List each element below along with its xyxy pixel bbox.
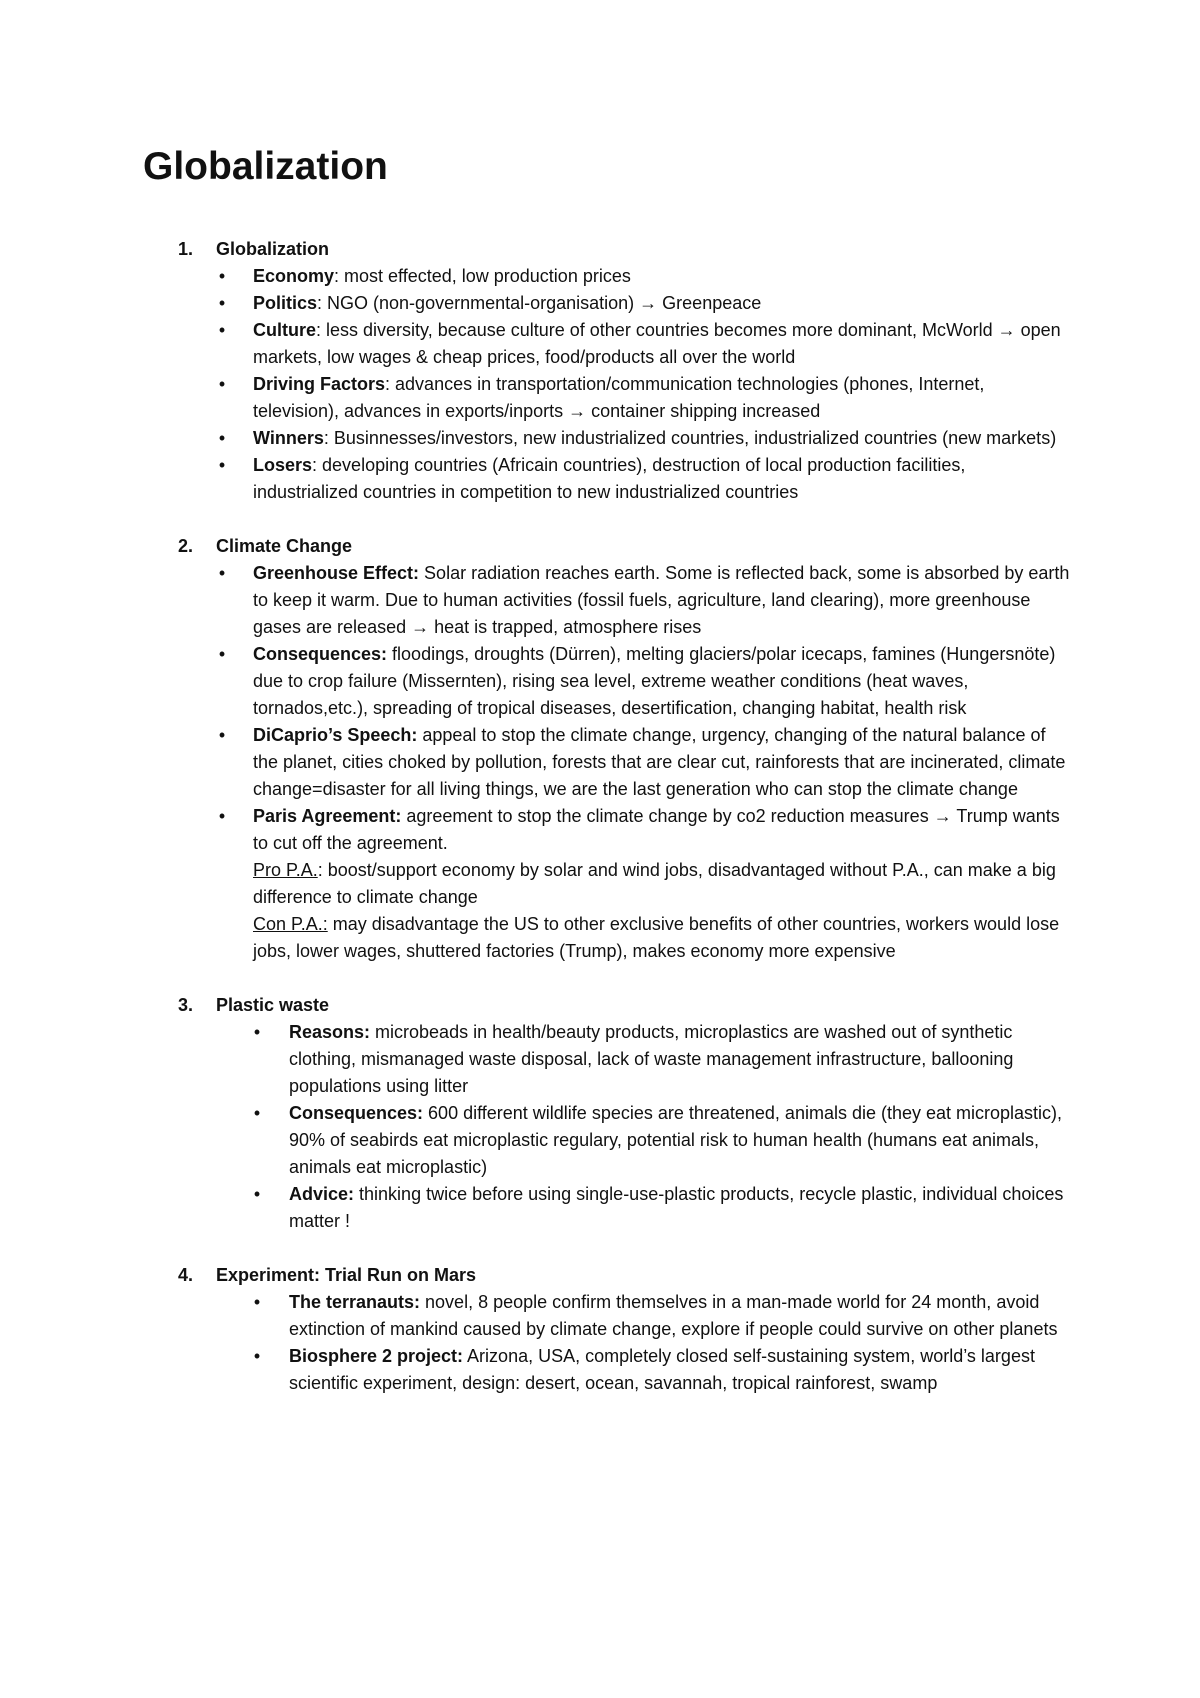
section-globalization	[0, 236, 1200, 506]
list-item	[0, 317, 1200, 371]
bullet-icon: •	[218, 374, 226, 394]
section-plastic-waste	[0, 992, 1200, 1235]
pro-argument	[253, 857, 1070, 911]
bullet-icon: •	[253, 1292, 261, 1312]
item-text: Arizona, USA, completely closed self-sustaining system, world’s largest scientific experiment, design: desert, ocean, savannah, tropical rainforest, swamp	[289, 1346, 1035, 1393]
bullet-icon: •	[253, 1103, 261, 1123]
item-label: Losers	[253, 455, 313, 475]
item-label: DiCaprio’s Speech:	[253, 725, 418, 745]
list-item	[0, 1181, 1200, 1235]
section-climate-change	[0, 533, 1200, 965]
bullet-icon: •	[218, 725, 226, 745]
item-label: Driving Factors	[253, 374, 386, 394]
list-item	[0, 1343, 1200, 1397]
item-text: 600 different wildlife species are threatened, animals die (they eat microplastic), 90% of seabirds eat microplastic regulary, potential risk to human health (humans eat animals, animals eat microplastic)	[289, 1103, 1063, 1177]
item-label: The terranauts:	[289, 1292, 421, 1312]
list-item	[0, 371, 1200, 425]
con-label: Con P.A.:	[253, 914, 328, 934]
item-text: : developing countries (Africain countries), destruction of local production facilities, industrialized countries in competition to new industrialized countries	[253, 455, 966, 502]
section-experiment-mars	[0, 1262, 1200, 1397]
bullet-icon: •	[253, 1022, 261, 1042]
section-number: 2.	[178, 536, 194, 556]
section-heading-text: Plastic waste	[216, 995, 330, 1015]
item-label: Winners	[253, 428, 324, 448]
item-text: appeal to stop the climate change, urgency, changing of the natural balance of the planet, cities choked by pollution, forests that are clear cut, rainforests that are incinerated, climate change=disaster for all living things, we are the last generation who can stop the climate change	[253, 725, 1066, 799]
section-heading	[0, 533, 1200, 560]
item-text: : advances in transportation/communication technologies (phones, Internet, television), advances in exports/inports → container shipping increased	[253, 374, 985, 421]
bullet-icon: •	[218, 428, 226, 448]
con-text: may disadvantage the US to other exclusive benefits of other countries, workers would lose jobs, lower wages, shuttered factories (Trump), makes economy more expensive	[253, 914, 1060, 961]
item-label: Politics	[253, 293, 318, 313]
pro-label: Pro P.A.	[253, 860, 318, 880]
bullet-list	[0, 1289, 1200, 1397]
list-item	[0, 425, 1200, 452]
list-item	[0, 1289, 1200, 1343]
bullet-icon: •	[218, 806, 226, 826]
page-title: Globalization	[143, 145, 388, 188]
item-text: Solar radiation reaches earth. Some is reflected back, some is absorbed by earth to keep it warm. Due to human activities (fossil fuels, agriculture, land clearing), more greenhouse gases are released → heat is trapped, atmosphere rises	[253, 563, 1070, 637]
bullet-icon: •	[218, 644, 226, 664]
item-label: Culture	[253, 320, 316, 340]
item-text: agreement to stop the climate change by co2 reduction measures → Trump wants to cut off the agreement.	[253, 806, 1060, 853]
list-item	[0, 290, 1200, 317]
section-number: 4.	[178, 1265, 194, 1285]
bullet-icon: •	[218, 293, 226, 313]
list-item	[0, 803, 1200, 965]
list-item	[0, 641, 1200, 722]
sections-container	[0, 236, 1200, 1424]
item-label: Consequences:	[253, 644, 388, 664]
item-label: Greenhouse Effect:	[253, 563, 420, 583]
list-item	[0, 263, 1200, 290]
item-text: novel, 8 people confirm themselves in a man-made world for 24 month, avoid extinction of mankind caused by climate change, explore if people could survive on other planets	[289, 1292, 1058, 1339]
con-argument	[253, 911, 1070, 965]
bullet-icon: •	[218, 455, 226, 475]
section-heading-text: Experiment: Trial Run on Mars	[216, 1265, 477, 1285]
bullet-icon: •	[218, 320, 226, 340]
item-text: : most effected, low production prices	[334, 266, 631, 286]
item-label: Biosphere 2 project:	[289, 1346, 464, 1366]
pro-text: : boost/support economy by solar and wind jobs, disadvantaged without P.A., can make a big difference to climate change	[253, 860, 1056, 907]
item-label: Economy	[253, 266, 335, 286]
section-heading	[0, 1262, 1200, 1289]
bullet-list	[0, 1019, 1200, 1235]
bullet-icon: •	[218, 563, 226, 583]
item-text: : less diversity, because culture of other countries becomes more dominant, McWorld → open markets, low wages & cheap prices, food/products all over the world	[253, 320, 1061, 367]
list-item	[0, 560, 1200, 641]
item-label: Advice:	[289, 1184, 355, 1204]
list-item	[0, 722, 1200, 803]
list-item	[0, 1100, 1200, 1181]
bullet-icon: •	[218, 266, 226, 286]
section-heading-text: Globalization	[216, 239, 330, 259]
item-label: Paris Agreement:	[253, 806, 402, 826]
item-text: microbeads in health/beauty products, microplastics are washed out of synthetic clothing, mismanaged waste disposal, lack of waste management infrastructure, ballooning populations using litter	[289, 1022, 1014, 1096]
item-text: thinking twice before using single-use-plastic products, recycle plastic, individual choices matter !	[289, 1184, 1064, 1231]
section-heading	[0, 236, 1200, 263]
item-label: Consequences:	[289, 1103, 424, 1123]
section-heading-text: Climate Change	[216, 536, 353, 556]
item-text: : NGO (non-governmental-organisation) → Greenpeace	[317, 293, 762, 313]
section-heading	[0, 992, 1200, 1019]
bullet-icon: •	[253, 1346, 261, 1366]
bullet-list	[0, 263, 1200, 506]
list-item	[0, 452, 1200, 506]
list-item	[0, 1019, 1200, 1100]
item-text: : Businnesses/investors, new industrialized countries, industrialized countries (new markets)	[323, 428, 1057, 448]
section-number: 1.	[178, 239, 194, 259]
bullet-list	[0, 560, 1200, 965]
item-text: floodings, droughts (Dürren), melting glaciers/polar icecaps, famines (Hungersnöte) due to crop failure (Missernten), rising sea level, extreme weather conditions (heat waves, tornados,etc.), spreading of tropical diseases, desertification, changing habitat, health risk	[253, 644, 1056, 718]
item-label: Reasons:	[289, 1022, 371, 1042]
section-number: 3.	[178, 995, 194, 1015]
bullet-icon: •	[253, 1184, 261, 1204]
